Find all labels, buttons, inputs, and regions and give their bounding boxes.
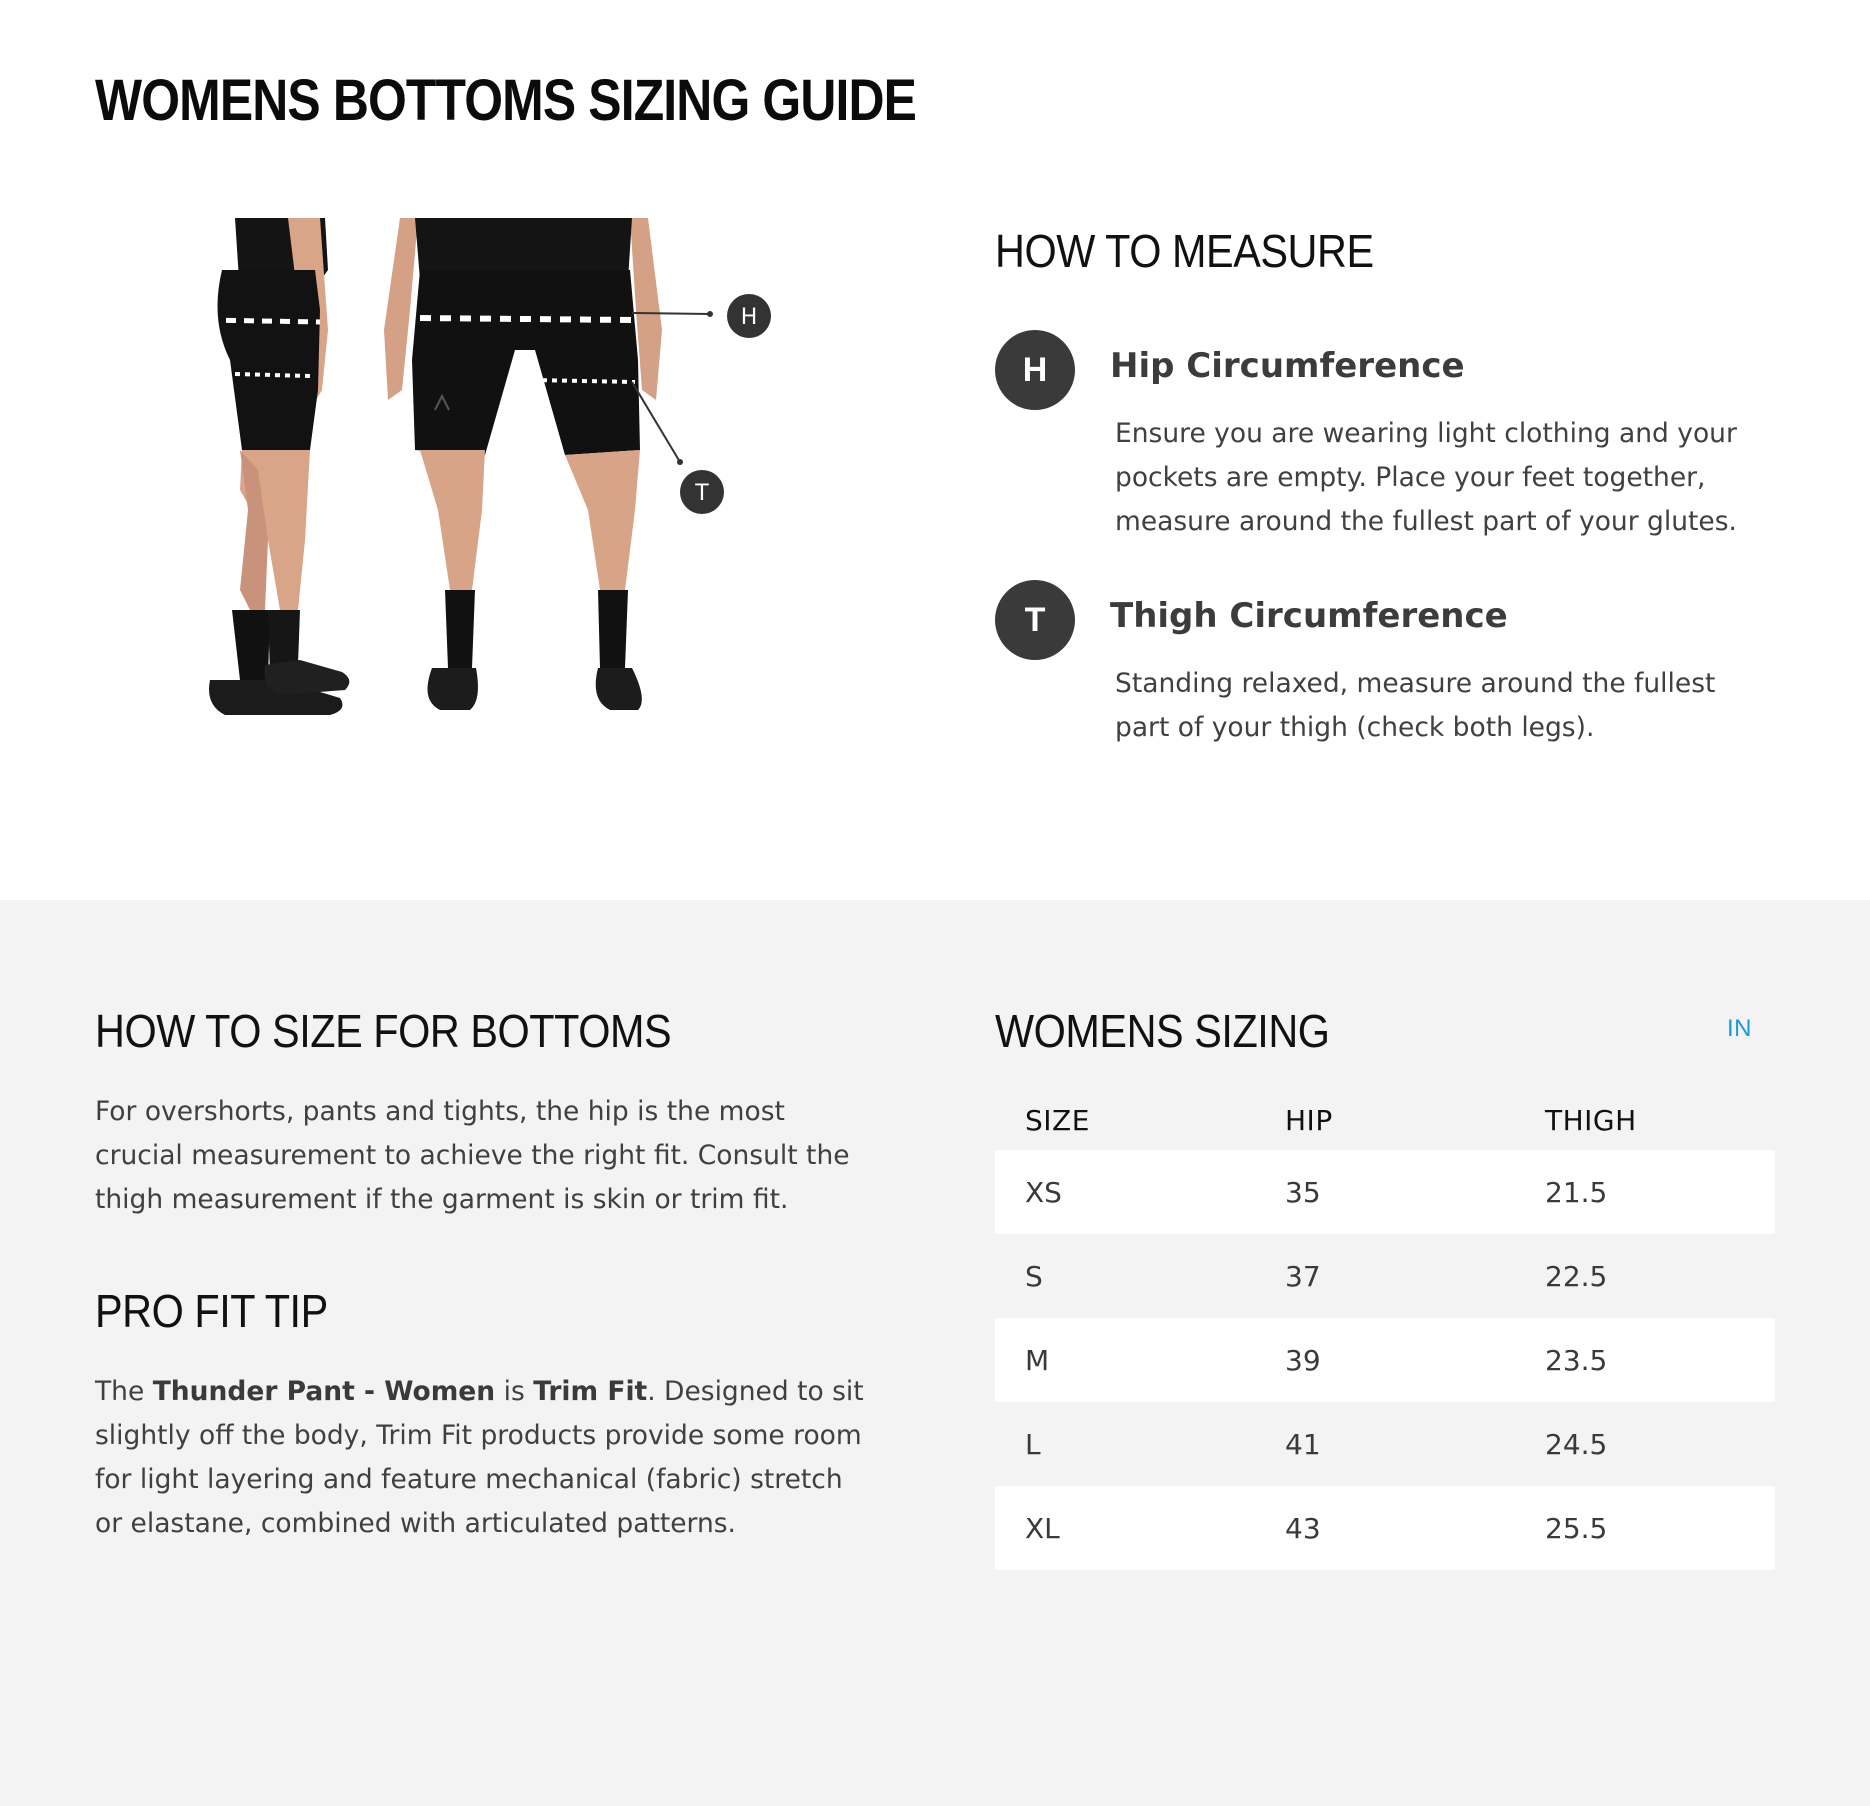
size-cell: XL: [995, 1486, 1255, 1570]
how-to-size-text: For overshorts, pants and tights, the hip is the most crucial measurement to achieve the right fit. Consult the thigh measurement if the garment is skin or trim fit.: [95, 1096, 850, 1215]
size-cell: XS: [995, 1150, 1255, 1234]
womens-sizing-heading: WOMENS SIZING: [995, 1005, 1330, 1057]
side-view-figure: [208, 218, 349, 715]
front-view-figure: [384, 218, 662, 710]
hip-cell: 35: [1255, 1150, 1515, 1234]
table-row: [995, 1486, 1775, 1570]
table-header-row: [995, 1090, 1775, 1150]
column-header-size: SIZE: [1025, 1103, 1090, 1137]
unit-toggle-button[interactable]: IN: [1727, 1015, 1752, 1042]
thigh-cell: 24.5: [1515, 1402, 1775, 1486]
thigh-badge-icon: T: [995, 580, 1075, 660]
hip-cell: 39: [1255, 1318, 1515, 1402]
column-header-hip: HIP: [1285, 1103, 1333, 1137]
table-row: [995, 1318, 1775, 1402]
size-table: [995, 1090, 1775, 1570]
tip-fit-type: Trim Fit: [533, 1376, 648, 1407]
pro-fit-tip-text: [95, 1370, 875, 1546]
thigh-circumference-text: Standing relaxed, measure around the fullest part of your thigh (check both legs).: [1115, 668, 1716, 743]
thigh-circumference-title: Thigh Circumference: [1110, 596, 1508, 636]
hip-badge-icon: H: [995, 330, 1075, 410]
pro-fit-tip-heading: PRO FIT TIP: [95, 1285, 328, 1337]
hip-cell: 37: [1255, 1234, 1515, 1318]
tip-suffix: . Designed to sit slightly off the body, Trim Fit products provide some room for light layering and feature mechanical (fabric) stretch or elastane, combined with articulated patterns.: [95, 1376, 864, 1539]
column-header-thigh: THIGH: [1545, 1103, 1637, 1137]
thigh-cell: 25.5: [1515, 1486, 1775, 1570]
thigh-cell: 23.5: [1515, 1318, 1775, 1402]
hip-cell: 43: [1255, 1486, 1515, 1570]
hip-cell: 41: [1255, 1402, 1515, 1486]
tip-product-name: Thunder Pant - Women: [152, 1376, 496, 1407]
thigh-marker-label: T: [695, 481, 709, 506]
how-to-size-heading: HOW TO SIZE FOR BOTTOMS: [95, 1005, 672, 1057]
table-row: [995, 1234, 1775, 1318]
measurement-illustration: [170, 210, 790, 750]
size-cell: L: [995, 1402, 1255, 1486]
hip-circumference-title: Hip Circumference: [1110, 346, 1465, 386]
thigh-cell: 21.5: [1515, 1150, 1775, 1234]
table-row: [995, 1402, 1775, 1486]
size-cell: S: [995, 1234, 1255, 1318]
how-to-measure-heading: HOW TO MEASURE: [995, 225, 1374, 277]
table-row: [995, 1150, 1775, 1234]
hip-circumference-text: Ensure you are wearing light clothing and your pockets are empty. Place your feet together, measure around the fullest part of your glutes.: [1115, 418, 1737, 537]
thigh-cell: 22.5: [1515, 1234, 1775, 1318]
hip-marker-label: H: [740, 305, 758, 330]
size-cell: M: [995, 1318, 1255, 1402]
tip-prefix: The: [95, 1376, 153, 1407]
tip-mid: is: [495, 1376, 534, 1407]
hip-marker-line: [632, 313, 710, 314]
page-title: WOMENS BOTTOMS SIZING GUIDE: [95, 68, 917, 133]
